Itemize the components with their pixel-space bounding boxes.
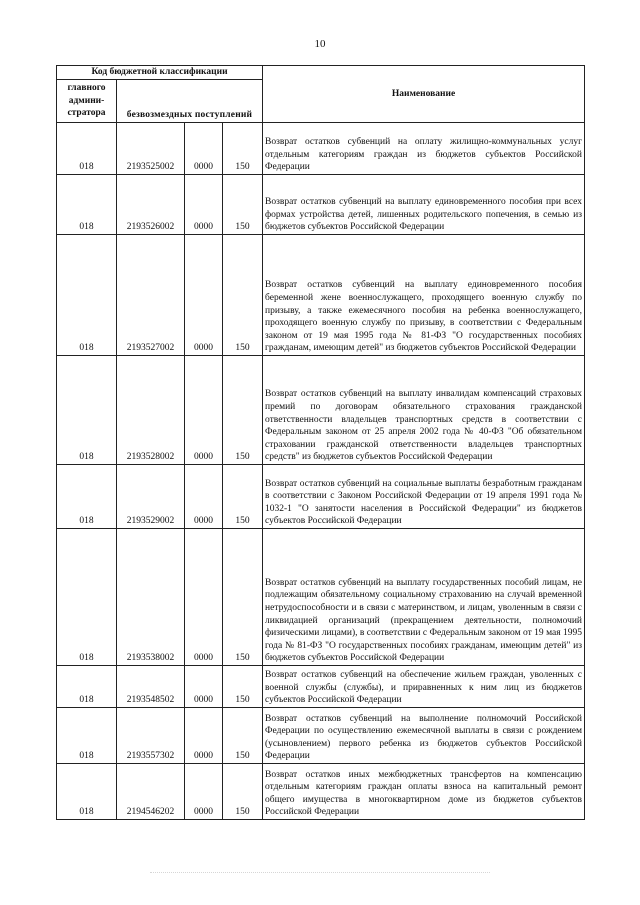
subtype-code-cell: 0000 bbox=[185, 529, 223, 666]
page-number: 10 bbox=[314, 38, 326, 50]
admin-header: главного админи-стратора bbox=[57, 80, 117, 123]
kind-code-cell: 150 bbox=[223, 764, 263, 820]
name-cell: Возврат остатков субвенций на оплату жилищно-коммунальных услуг отдельным категориям граждан из бюджетов субъектов Российской Федерации bbox=[263, 123, 585, 175]
table-row bbox=[57, 123, 585, 175]
receipt-code-cell: 2193526002 bbox=[117, 175, 185, 235]
kind-code-cell: 150 bbox=[223, 666, 263, 708]
table-row bbox=[57, 175, 585, 235]
name-cell: Возврат остатков субвенций на выполнение полномочий Российской Федерации по осуществлению ежемесячной выплаты в связи с рождением (усыновлением) первого ребенка из бюджетов субъектов Российской Федерации bbox=[263, 708, 585, 764]
budget-classification-table bbox=[56, 65, 585, 820]
table-row bbox=[57, 529, 585, 666]
name-cell: Возврат остатков субвенций на выплату инвалидам компенсаций страховых премий по договорам обязательного страхования гражданской ответственности владельцев транспортных средств в соответствии с Федеральным законом от 25 апреля 2002 года № 40-ФЗ "Об обязательном страховании гражданской ответственности владельцев транспортных средств" из бюджетов субъектов Российской Федерации bbox=[263, 356, 585, 465]
receipt-code-cell: 2193538002 bbox=[117, 529, 185, 666]
subtype-code-cell: 0000 bbox=[185, 123, 223, 175]
admin-code-cell: 018 bbox=[57, 529, 117, 666]
subtype-code-cell: 0000 bbox=[185, 708, 223, 764]
table-body bbox=[57, 123, 585, 820]
subtype-code-cell: 0000 bbox=[185, 175, 223, 235]
table-row bbox=[57, 764, 585, 820]
name-cell: Возврат остатков иных межбюджетных трансфертов на компенсацию отдельным категориям граждан оплаты взноса на капитальный ремонт общего имущества в многоквартирном доме из бюджетов субъектов Российской Федерации bbox=[263, 764, 585, 820]
admin-code-cell: 018 bbox=[57, 708, 117, 764]
code-group-header: Код бюджетной классификации bbox=[57, 66, 263, 80]
admin-code-cell: 018 bbox=[57, 123, 117, 175]
subtype-code-cell: 0000 bbox=[185, 465, 223, 529]
subtype-code-cell: 0000 bbox=[185, 235, 223, 356]
name-cell: Возврат остатков субвенций на выплату единовременного пособия беременной жене военнослужащего, проходящего военную службу по призыву, а также ежемесячного пособия на ребенка военнослужащего, проходящего военную службу по призыву, в соответствии с Федеральным законом от 19 мая 1995 года № 81-ФЗ "О государственных пособиях гражданам, имеющим детей" из бюджетов субъектов Российской Федерации bbox=[263, 235, 585, 356]
kind-code-cell: 150 bbox=[223, 708, 263, 764]
name-cell: Возврат остатков субвенций на выплату государственных пособий лицам, не подлежащим обязательному социальному страхованию на случай временной нетрудоспособности и в связи с материнством, и лицам, уволенным в связи с ликвидацией организаций (прекращением деятельности, полномочий физическими лицами), в соответствии с Федеральным законом от 19 мая 1995 года № 81-ФЗ "О государственных пособиях гражданам, имеющим детей" из бюджетов субъектов Российской Федерации bbox=[263, 529, 585, 666]
admin-code-cell: 018 bbox=[57, 235, 117, 356]
kind-code-cell: 150 bbox=[223, 529, 263, 666]
subtype-code-cell: 0000 bbox=[185, 666, 223, 708]
kind-code-cell: 150 bbox=[223, 175, 263, 235]
receipts-header: безвозмездных поступлений bbox=[117, 80, 263, 123]
receipt-code-cell: 2193557302 bbox=[117, 708, 185, 764]
table-row bbox=[57, 356, 585, 465]
admin-code-cell: 018 bbox=[57, 465, 117, 529]
receipt-code-cell: 2194546202 bbox=[117, 764, 185, 820]
subtype-code-cell: 0000 bbox=[185, 764, 223, 820]
name-cell: Возврат остатков субвенций на выплату единовременного пособия при всех формах устройства детей, лишенных родительского попечения, в семью из бюджетов субъектов Российской Федерации bbox=[263, 175, 585, 235]
receipt-code-cell: 2193527002 bbox=[117, 235, 185, 356]
kind-code-cell: 150 bbox=[223, 356, 263, 465]
kind-code-cell: 150 bbox=[223, 465, 263, 529]
subtype-code-cell: 0000 bbox=[185, 356, 223, 465]
table-row bbox=[57, 708, 585, 764]
admin-code-cell: 018 bbox=[57, 175, 117, 235]
name-header: Наименование bbox=[263, 66, 585, 123]
name-cell: Возврат остатков субвенций на социальные выплаты безработным гражданам в соответствии с Законом Российской Федерации от 19 апреля 1991 года № 1032-1 "О занятости населения в Российской Федерации" из бюджетов субъектов Российской Федерации bbox=[263, 465, 585, 529]
table-row bbox=[57, 465, 585, 529]
admin-code-cell: 018 bbox=[57, 356, 117, 465]
receipt-code-cell: 2193548502 bbox=[117, 666, 185, 708]
name-cell: Возврат остатков субвенций на обеспечение жильем граждан, уволенных с военной службы (службы), и приравненных к ним лиц из бюджетов субъектов Российской Федерации bbox=[263, 666, 585, 708]
table-row bbox=[57, 666, 585, 708]
receipt-code-cell: 2193525002 bbox=[117, 123, 185, 175]
kind-code-cell: 150 bbox=[223, 235, 263, 356]
admin-code-cell: 018 bbox=[57, 666, 117, 708]
table-row bbox=[57, 235, 585, 356]
admin-code-cell: 018 bbox=[57, 764, 117, 820]
receipt-code-cell: 2193528002 bbox=[117, 356, 185, 465]
receipt-code-cell: 2193529002 bbox=[117, 465, 185, 529]
scan-artifact bbox=[150, 872, 490, 883]
kind-code-cell: 150 bbox=[223, 123, 263, 175]
